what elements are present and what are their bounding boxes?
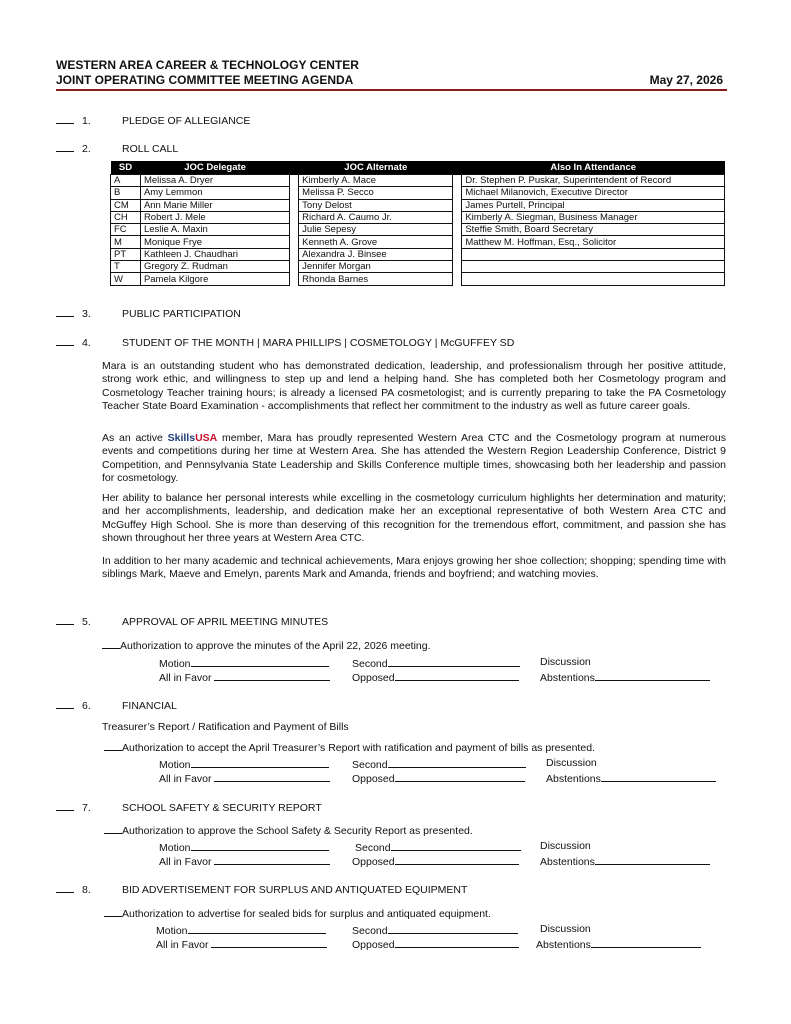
item-number: 2. [82,143,91,155]
roll-header-row [111,161,725,175]
table-row: CM Ann Marie Miller Tony Delost James Purtell, Principal [111,199,725,211]
item-title: PUBLIC PARTICIPATION [122,308,241,320]
authorization-line: Authorization to advertise for sealed bids for surplus and antiquated equipment. [104,906,491,920]
favor-line[interactable] [214,854,330,865]
item-title: SCHOOL SAFETY & SECURITY REPORT [122,802,322,814]
auth-blank[interactable] [104,740,122,751]
second-line[interactable] [388,757,526,768]
item-title: STUDENT OF THE MONTH | MARA PHILLIPS | COSMETOLOGY | McGUFFEY SD [122,337,515,349]
student-paragraph-3: Her ability to balance her personal interests while excelling in the cosmetology curriculum highlights her determination and maturity; and her accomplishments, leadership, and dedication make her an exceptional representative of both Western Area CTC and McGuffey High School. She is more than deserving of this recognition for the tremendous effort, commitment, and passion she has shown throughout her three years at Western Area CTC. [102,492,726,545]
item-title: ROLL CALL [122,143,179,155]
col-delegate: JOC Delegate [140,161,289,175]
org-name: WESTERN AREA CAREER & TECHNOLOGY CENTER [56,58,359,72]
check-blank[interactable] [56,345,74,346]
agenda-item-1 [56,115,250,127]
financial-subtitle: Treasurer’s Report / Ratification and Payment of Bills [102,721,349,733]
table-row: PT Kathleen J. Chaudhari Alexandra J. Binsee [111,248,725,260]
check-blank[interactable] [56,123,74,124]
item-title: APPROVAL OF APRIL MEETING MINUTES [122,616,329,628]
item-title: PLEDGE OF ALLEGIANCE [122,115,251,127]
header-rule [56,89,727,91]
check-blank[interactable] [56,810,74,811]
agenda-title: JOINT OPERATING COMMITTEE MEETING AGENDA [56,73,354,87]
authorization-line: Authorization to approve the minutes of the April 22, 2026 meeting. [102,638,431,652]
authorization-line: Authorization to accept the April Treasurer’s Report with ratification and payment of bills as presented. [104,740,595,754]
agenda-item-5 [56,616,328,628]
motion-line[interactable] [191,656,329,667]
motion-line[interactable] [191,840,329,851]
auth-blank[interactable] [102,638,120,649]
roll-call-table [110,161,725,286]
abstentions-line[interactable] [595,854,710,865]
abstentions-line[interactable] [591,937,701,948]
agenda-item-3 [56,308,241,320]
discussion-label: Discussion [540,656,591,668]
motion-label: Motion [159,658,191,670]
opposed-line[interactable] [395,771,525,782]
abstentions-label: Abstentions [540,672,595,684]
item-title: FINANCIAL [122,700,177,712]
check-blank[interactable] [56,151,74,152]
opposed-label: Opposed [352,672,395,684]
student-paragraph-2: As an active SkillsUSA member, Mara has proudly represented Western Area CTC and the Cosmetology program at numerous events and competitions during her time at Western Area. She has attended the Western Region Leadership Conference, District 9 Competition, and Pennsylvania State Leadership and Skills Conference multiple times, showcasing both her leadership and passion for cosmetology. [102,432,726,485]
table-row: W Pamela Kilgore Rhonda Barnes [111,273,725,285]
favor-line[interactable] [214,771,330,782]
opposed-line[interactable] [395,937,519,948]
auth-blank[interactable] [104,906,122,917]
agenda-item-6 [56,700,177,712]
skillsusa-logo-usa: USA [195,432,218,444]
second-line[interactable] [391,840,521,851]
table-row: B Amy Lemmon Melissa P. Secco Michael Milanovich, Executive Director [111,187,725,199]
table-row: FC Leslie A. Maxin Julie Sepesy Steffie Smith, Board Secretary [111,224,725,236]
meeting-date: May 27, 2026 [649,73,723,87]
second-line[interactable] [388,656,520,667]
check-blank[interactable] [56,708,74,709]
motion-line[interactable] [191,757,329,768]
auth-blank[interactable] [104,823,122,834]
item-title: BID ADVERTISEMENT FOR SURPLUS AND ANTIQUATED EQUIPMENT [122,884,468,896]
favor-label: All in Favor [159,672,212,684]
opposed-line[interactable] [395,854,519,865]
item-number: 8. [82,884,91,896]
favor-line[interactable] [214,670,330,681]
abstentions-line[interactable] [601,771,716,782]
col-sd: SD [111,161,141,175]
item-number: 7. [82,802,91,814]
item-number: 4. [82,337,91,349]
skillsusa-logo-skills: Skills [167,432,196,444]
student-paragraph-4: In addition to her many academic and technical achievements, Mara enjoys growing her shoe collection; shopping; spending time with siblings Mark, Maeve and Emelyn, parents Mark and Amanda, friends and boyfriend; and watching movies. [102,555,726,581]
check-blank[interactable] [56,892,74,893]
col-alternate: JOC Alternate [299,161,453,175]
motion-line[interactable] [188,923,326,934]
item-number: 3. [82,308,91,320]
table-row: T Gregory Z. Rudman Jennifer Morgan [111,261,725,273]
item-number: 1. [82,115,91,127]
agenda-item-4 [56,337,514,349]
check-blank[interactable] [56,624,74,625]
item-number: 6. [82,700,91,712]
authorization-line: Authorization to approve the School Safety & Security Report as presented. [104,823,473,837]
student-paragraph-1: Mara is an outstanding student who has demonstrated dedication, leadership, and professionalism through her positive attitude, strong work ethic, and willingness to step up and lend a helping hand. She has completed both her Cosmetology program and Cosmetology Teacher training hours; is already a licensed PA cosmetologist; and is currently preparing to take the PA Cosmetology Teacher State Board Examination - accomplishments that reflect her commitment to the industry as well as future career goals. [102,360,726,413]
abstentions-line[interactable] [595,670,710,681]
table-row: CH Robert J. Mele Richard A. Caumo Jr. Kimberly A. Siegman, Business Manager [111,211,725,223]
table-row: M Monique Frye Kenneth A. Grove Matthew M. Hoffman, Esq., Solicitor [111,236,725,248]
agenda-item-7 [56,802,322,814]
opposed-line[interactable] [395,670,519,681]
check-blank[interactable] [56,316,74,317]
col-attendance: Also In Attendance [462,161,725,175]
second-label: Second [352,658,388,670]
item-number: 5. [82,616,91,628]
table-row: A Melissa A. Dryer Kimberly A. Mace Dr. Stephen P. Puskar, Superintendent of Record [111,175,725,187]
favor-line[interactable] [211,937,327,948]
second-line[interactable] [388,923,518,934]
agenda-item-2 [56,143,178,155]
agenda-item-8 [56,884,467,896]
